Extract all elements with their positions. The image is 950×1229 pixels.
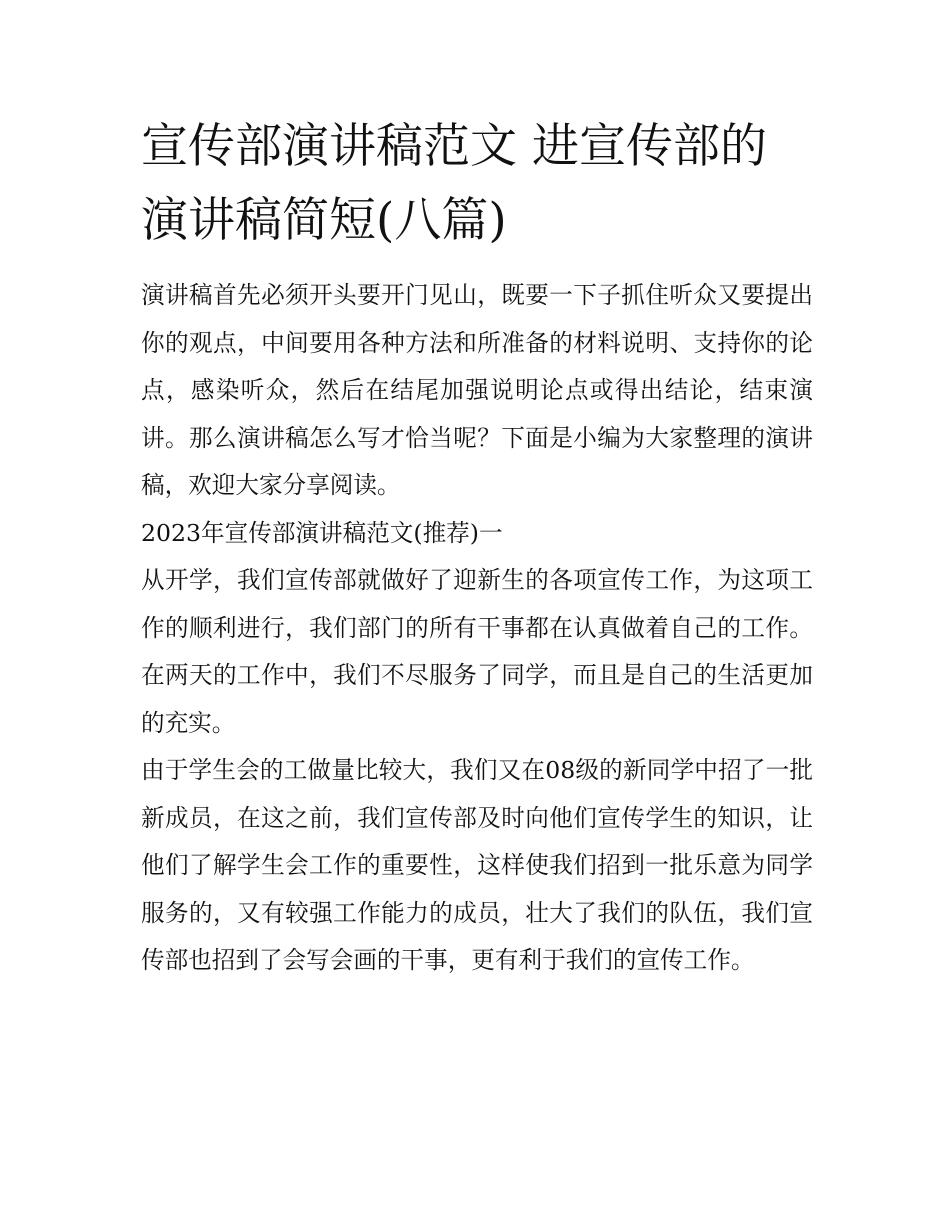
paragraph-body-1: 从开学，我们宣传部就做好了迎新生的各项宣传工作，为这项工作的顺利进行，我们部门的所有干事都在认真做着自己的工作。在两天的工作中，我们不尽服务了同学，而且是自己的生活更加的充实。 (141, 566, 813, 737)
document-title: 宣传部演讲稿范文 进宣传部的演讲稿简短(八篇) (141, 119, 767, 248)
section-heading: 2023年宣传部演讲稿范文(推荐)一 (141, 518, 503, 547)
paragraph-body-2: 由于学生会的工做量比较大，我们又在08级的新同学中招了一批新成员，在这之前，我们宣传部及时向他们宣传学生的知识，让他们了解学生会工作的重要性，这样使我们招到一批乐意为同学服务的，又有较强工作能力的成员，壮大了我们的队伍，我们宣传部也招到了会写会画的干事，更有利于我们的宣传工作。 (141, 756, 813, 974)
paragraph-intro: 演讲稿首先必须开头要开门见山，既要一下子抓住听众又要提出你的观点，中间要用各种方法和所准备的材料说明、支持你的论点，感染听众，然后在结尾加强说明论点或得出结论，结束演讲。那么演讲稿怎么写才恰当呢？下面是小编为大家整理的演讲稿，欢迎大家分享阅读。 (141, 281, 813, 499)
document-page (141, 110, 813, 985)
